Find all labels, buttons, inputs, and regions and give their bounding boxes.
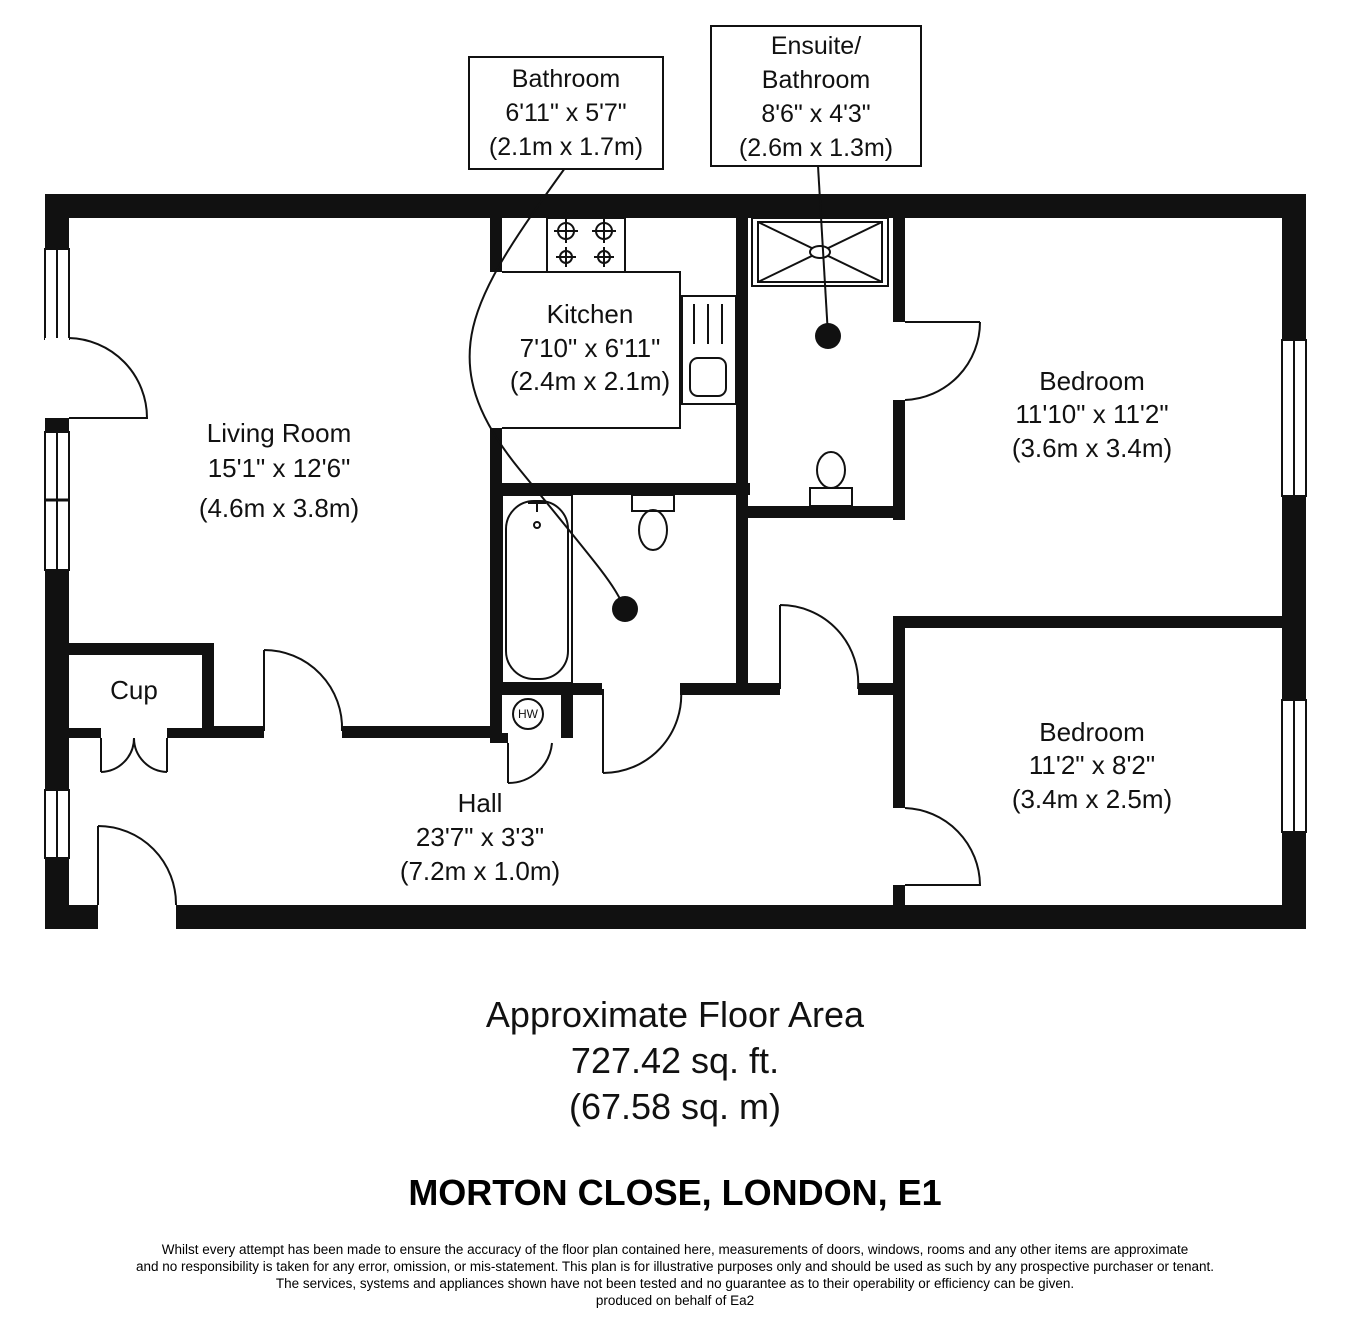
cupboard-label: Cup xyxy=(110,675,158,705)
kitchen-label xyxy=(510,299,670,396)
floor-area-sqm: (67.58 sq. m) xyxy=(568,1086,782,1127)
ensuite-callout-name-1: Ensuite/ xyxy=(770,32,862,60)
floor-area-title: Approximate Floor Area xyxy=(485,994,865,1035)
floor-area xyxy=(0,992,1350,1130)
svg-text:Bedroom: Bedroom xyxy=(1039,717,1145,747)
svg-text:7'10" x 6'11": 7'10" x 6'11" xyxy=(519,333,661,363)
disclaimer-line-1: Whilst every attempt has been made to ensure the accuracy of the floor plan contained here, measurements of doors, windows, rooms and any other items are approximate xyxy=(161,1242,1189,1257)
floor-area-sqft: 727.42 sq. ft. xyxy=(570,1040,780,1081)
disclaimer xyxy=(0,1241,1350,1309)
bathroom-marker xyxy=(612,596,638,622)
bedroom-2-label xyxy=(1012,717,1172,814)
svg-text:Living Room: Living Room xyxy=(206,418,352,448)
svg-text:11'2" x 8'2": 11'2" x 8'2" xyxy=(1028,750,1156,780)
bedroom-1-label xyxy=(1012,366,1172,463)
svg-text:(7.2m x 1.0m): (7.2m x 1.0m) xyxy=(399,856,561,886)
bathroom-callout-metric: (2.1m x 1.7m) xyxy=(488,133,644,161)
svg-text:(4.6m x 3.8m): (4.6m x 3.8m) xyxy=(198,493,360,523)
ensuite-callout-metric: (2.6m x 1.3m) xyxy=(738,134,894,162)
svg-text:Bedroom: Bedroom xyxy=(1039,366,1145,396)
svg-text:(3.6m x 3.4m): (3.6m x 3.4m) xyxy=(1011,433,1173,463)
svg-text:(3.4m x 2.5m): (3.4m x 2.5m) xyxy=(1011,784,1173,814)
living-room-label xyxy=(199,418,359,523)
property-address: MORTON CLOSE, LONDON, E1 xyxy=(408,1172,942,1213)
hw-label: HW xyxy=(518,707,538,721)
disclaimer-line-2: and no responsibility is taken for any error, omission, or mis-statement. This plan is for illustrative purposes only and should be used as such by any prospective purchaser or tenant. xyxy=(135,1259,1215,1274)
ensuite-callout xyxy=(710,25,922,167)
hall-label xyxy=(400,788,560,886)
svg-text:15'1" x 12'6": 15'1" x 12'6" xyxy=(207,453,351,483)
bathroom-callout-name: Bathroom xyxy=(511,65,621,93)
fixtures xyxy=(502,218,888,729)
disclaimer-line-4: produced on behalf of Ea2 xyxy=(595,1293,755,1308)
svg-text:11'10" x 11'2": 11'10" x 11'2" xyxy=(1015,399,1169,429)
bathroom-callout-imperial: 6'11" x 5'7" xyxy=(505,99,627,127)
svg-text:Kitchen: Kitchen xyxy=(546,299,634,329)
svg-text:23'7" x 3'3": 23'7" x 3'3" xyxy=(415,822,545,852)
svg-text:(2.4m x 2.1m): (2.4m x 2.1m) xyxy=(509,366,671,396)
bathroom-callout xyxy=(468,56,664,170)
svg-text:Hall: Hall xyxy=(457,788,503,818)
ensuite-callout-imperial: 8'6" x 4'3" xyxy=(761,100,871,128)
ensuite-marker xyxy=(815,323,841,349)
ensuite-callout-name-2: Bathroom xyxy=(761,66,871,94)
walls xyxy=(45,194,1306,929)
disclaimer-line-3: The services, systems and appliances shown have not been tested and no guarantee as to their operability or efficiency can be given. xyxy=(275,1276,1075,1291)
